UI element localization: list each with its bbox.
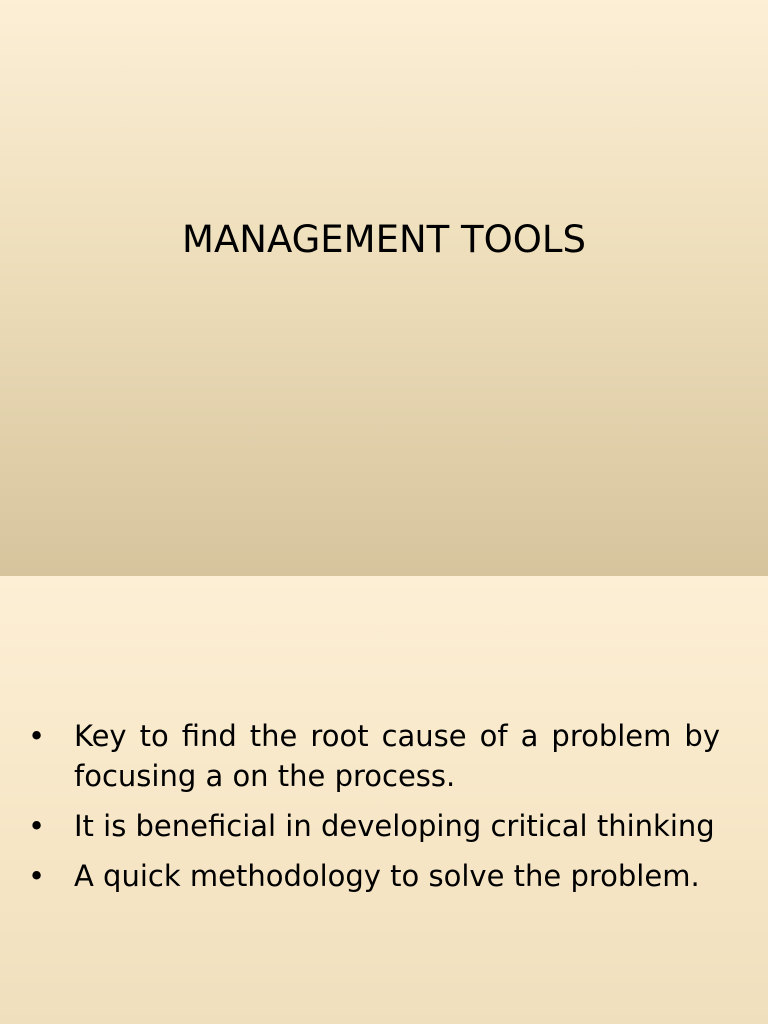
content-slide <box>0 576 768 1024</box>
bullet-item: • Key to find the root cause of a problem by focusing a on the process. <box>74 716 720 796</box>
bullet-item: • It is beneficial in developing critical thinking <box>74 806 720 846</box>
bullet-list <box>74 716 720 906</box>
slide-title: MANAGEMENT TOOLS <box>182 218 586 261</box>
bullet-item: • A quick methodology to solve the problem. <box>74 856 720 896</box>
